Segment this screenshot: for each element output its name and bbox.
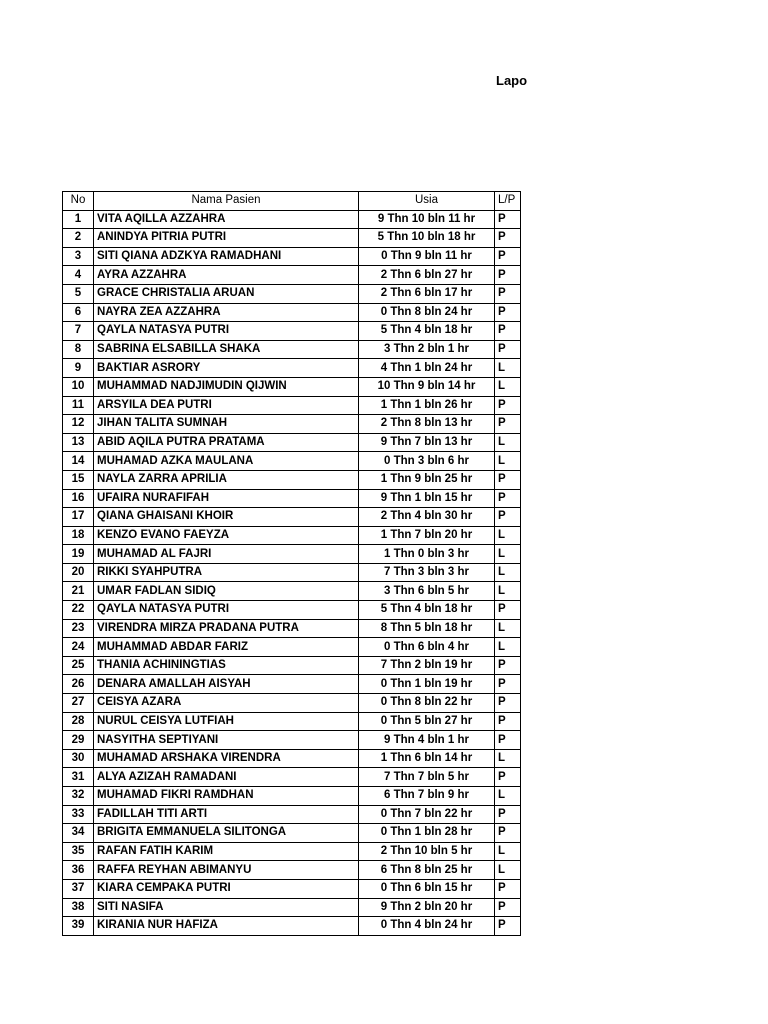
sex-cell: L bbox=[495, 526, 521, 545]
row-number: 8 bbox=[63, 340, 94, 359]
table-row bbox=[63, 340, 521, 359]
row-number: 33 bbox=[63, 805, 94, 824]
row-number: 35 bbox=[63, 842, 94, 861]
age-cell: 1 Thn 0 bln 3 hr bbox=[359, 545, 495, 564]
header-age: Usia bbox=[359, 192, 495, 211]
patient-name-cell: AYRA AZZAHRA bbox=[94, 266, 359, 285]
sex-cell: L bbox=[495, 433, 521, 452]
patient-name-cell: DENARA AMALLAH AISYAH bbox=[94, 675, 359, 694]
patient-name-cell: NASYITHA SEPTIYANI bbox=[94, 731, 359, 750]
sex-cell: L bbox=[495, 638, 521, 657]
age-cell: 0 Thn 1 bln 28 hr bbox=[359, 824, 495, 843]
table-row bbox=[63, 303, 521, 322]
table-row bbox=[63, 805, 521, 824]
age-cell: 9 Thn 2 bln 20 hr bbox=[359, 898, 495, 917]
patient-name-cell: KIARA CEMPAKA PUTRI bbox=[94, 879, 359, 898]
sex-cell: P bbox=[495, 210, 521, 229]
row-number: 2 bbox=[63, 229, 94, 248]
patient-name-cell: FADILLAH TITI ARTI bbox=[94, 805, 359, 824]
age-cell: 9 Thn 7 bln 13 hr bbox=[359, 433, 495, 452]
age-cell: 3 Thn 6 bln 5 hr bbox=[359, 582, 495, 601]
age-cell: 7 Thn 2 bln 19 hr bbox=[359, 656, 495, 675]
sex-cell: P bbox=[495, 601, 521, 620]
age-cell: 0 Thn 6 bln 4 hr bbox=[359, 638, 495, 657]
table-row bbox=[63, 545, 521, 564]
row-number: 11 bbox=[63, 396, 94, 415]
table-row bbox=[63, 526, 521, 545]
table-row bbox=[63, 861, 521, 880]
patient-name-cell: RAFAN FATIH KARIM bbox=[94, 842, 359, 861]
table-row bbox=[63, 210, 521, 229]
table-row bbox=[63, 638, 521, 657]
table-row bbox=[63, 470, 521, 489]
row-number: 1 bbox=[63, 210, 94, 229]
patient-name-cell: UFAIRA NURAFIFAH bbox=[94, 489, 359, 508]
patient-name-cell: ARSYILA DEA PUTRI bbox=[94, 396, 359, 415]
report-title: Lapo bbox=[496, 73, 528, 88]
row-number: 9 bbox=[63, 359, 94, 378]
table-row bbox=[63, 229, 521, 248]
patient-name-cell: NAYLA ZARRA APRILIA bbox=[94, 470, 359, 489]
patient-name-cell: NURUL CEISYA LUTFIAH bbox=[94, 712, 359, 731]
patient-name-cell: RIKKI SYAHPUTRA bbox=[94, 563, 359, 582]
age-cell: 1 Thn 6 bln 14 hr bbox=[359, 749, 495, 768]
table-row bbox=[63, 898, 521, 917]
patient-name-cell: JIHAN TALITA SUMNAH bbox=[94, 415, 359, 434]
age-cell: 3 Thn 2 bln 1 hr bbox=[359, 340, 495, 359]
patient-name-cell: QAYLA NATASYA PUTRI bbox=[94, 322, 359, 341]
sex-cell: L bbox=[495, 582, 521, 601]
sex-cell: P bbox=[495, 247, 521, 266]
table-row bbox=[63, 563, 521, 582]
sex-cell: P bbox=[495, 284, 521, 303]
patient-name-cell: KENZO EVANO FAEYZA bbox=[94, 526, 359, 545]
patient-name-cell: SITI QIANA ADZKYA RAMADHANI bbox=[94, 247, 359, 266]
row-number: 6 bbox=[63, 303, 94, 322]
sex-cell: L bbox=[495, 842, 521, 861]
table-row bbox=[63, 247, 521, 266]
header-patient-name: Nama Pasien bbox=[94, 192, 359, 211]
age-cell: 2 Thn 8 bln 13 hr bbox=[359, 415, 495, 434]
row-number: 13 bbox=[63, 433, 94, 452]
row-number: 21 bbox=[63, 582, 94, 601]
patient-name-cell: SITI NASIFA bbox=[94, 898, 359, 917]
patient-table bbox=[62, 191, 521, 936]
row-number: 38 bbox=[63, 898, 94, 917]
sex-cell: P bbox=[495, 303, 521, 322]
patient-name-cell: UMAR FADLAN SIDIQ bbox=[94, 582, 359, 601]
row-number: 19 bbox=[63, 545, 94, 564]
age-cell: 2 Thn 6 bln 27 hr bbox=[359, 266, 495, 285]
row-number: 32 bbox=[63, 787, 94, 806]
table-row bbox=[63, 452, 521, 471]
row-number: 10 bbox=[63, 377, 94, 396]
sex-cell: P bbox=[495, 898, 521, 917]
row-number: 39 bbox=[63, 917, 94, 936]
patient-name-cell: RAFFA REYHAN ABIMANYU bbox=[94, 861, 359, 880]
patient-name-cell: ABID AQILA PUTRA PRATAMA bbox=[94, 433, 359, 452]
table-row bbox=[63, 359, 521, 378]
patient-name-cell: MUHAMMAD NADJIMUDIN QIJWIN bbox=[94, 377, 359, 396]
sex-cell: L bbox=[495, 861, 521, 880]
patient-name-cell: MUHAMAD AL FAJRI bbox=[94, 545, 359, 564]
age-cell: 1 Thn 9 bln 25 hr bbox=[359, 470, 495, 489]
age-cell: 0 Thn 8 bln 22 hr bbox=[359, 694, 495, 713]
sex-cell: P bbox=[495, 322, 521, 341]
sex-cell: L bbox=[495, 787, 521, 806]
table-row bbox=[63, 712, 521, 731]
age-cell: 6 Thn 8 bln 25 hr bbox=[359, 861, 495, 880]
row-number: 29 bbox=[63, 731, 94, 750]
sex-cell: P bbox=[495, 712, 521, 731]
row-number: 27 bbox=[63, 694, 94, 713]
sex-cell: P bbox=[495, 656, 521, 675]
sex-cell: P bbox=[495, 396, 521, 415]
sex-cell: P bbox=[495, 879, 521, 898]
sex-cell: P bbox=[495, 415, 521, 434]
row-number: 20 bbox=[63, 563, 94, 582]
sex-cell: P bbox=[495, 694, 521, 713]
row-number: 12 bbox=[63, 415, 94, 434]
age-cell: 0 Thn 7 bln 22 hr bbox=[359, 805, 495, 824]
sex-cell: L bbox=[495, 563, 521, 582]
row-number: 16 bbox=[63, 489, 94, 508]
row-number: 17 bbox=[63, 508, 94, 527]
table-row bbox=[63, 749, 521, 768]
sex-cell: P bbox=[495, 229, 521, 248]
row-number: 18 bbox=[63, 526, 94, 545]
age-cell: 4 Thn 1 bln 24 hr bbox=[359, 359, 495, 378]
patient-name-cell: THANIA ACHININGTIAS bbox=[94, 656, 359, 675]
patient-name-cell: BAKTIAR ASRORY bbox=[94, 359, 359, 378]
sex-cell: L bbox=[495, 377, 521, 396]
sex-cell: P bbox=[495, 805, 521, 824]
age-cell: 0 Thn 1 bln 19 hr bbox=[359, 675, 495, 694]
table-row bbox=[63, 675, 521, 694]
sex-cell: L bbox=[495, 619, 521, 638]
age-cell: 0 Thn 3 bln 6 hr bbox=[359, 452, 495, 471]
table-row bbox=[63, 433, 521, 452]
age-cell: 0 Thn 8 bln 24 hr bbox=[359, 303, 495, 322]
sex-cell: P bbox=[495, 768, 521, 787]
sex-cell: P bbox=[495, 675, 521, 694]
sex-cell: L bbox=[495, 545, 521, 564]
row-number: 31 bbox=[63, 768, 94, 787]
table-row bbox=[63, 377, 521, 396]
patient-name-cell: BRIGITA EMMANUELA SILITONGA bbox=[94, 824, 359, 843]
sex-cell: L bbox=[495, 749, 521, 768]
table-row bbox=[63, 396, 521, 415]
row-number: 24 bbox=[63, 638, 94, 657]
table-row bbox=[63, 415, 521, 434]
age-cell: 9 Thn 10 bln 11 hr bbox=[359, 210, 495, 229]
row-number: 15 bbox=[63, 470, 94, 489]
sex-cell: P bbox=[495, 340, 521, 359]
patient-name-cell: QAYLA NATASYA PUTRI bbox=[94, 601, 359, 620]
age-cell: 6 Thn 7 bln 9 hr bbox=[359, 787, 495, 806]
row-number: 30 bbox=[63, 749, 94, 768]
age-cell: 0 Thn 4 bln 24 hr bbox=[359, 917, 495, 936]
sex-cell: P bbox=[495, 266, 521, 285]
sex-cell: P bbox=[495, 508, 521, 527]
age-cell: 5 Thn 10 bln 18 hr bbox=[359, 229, 495, 248]
row-number: 23 bbox=[63, 619, 94, 638]
row-number: 28 bbox=[63, 712, 94, 731]
row-number: 7 bbox=[63, 322, 94, 341]
patient-name-cell: NAYRA ZEA AZZAHRA bbox=[94, 303, 359, 322]
table-row bbox=[63, 322, 521, 341]
header-sex: L/P bbox=[495, 192, 521, 211]
table-row bbox=[63, 879, 521, 898]
sex-cell: L bbox=[495, 359, 521, 378]
sex-cell: P bbox=[495, 489, 521, 508]
row-number: 26 bbox=[63, 675, 94, 694]
table-row bbox=[63, 824, 521, 843]
row-number: 37 bbox=[63, 879, 94, 898]
age-cell: 5 Thn 4 bln 18 hr bbox=[359, 601, 495, 620]
age-cell: 0 Thn 5 bln 27 hr bbox=[359, 712, 495, 731]
age-cell: 2 Thn 10 bln 5 hr bbox=[359, 842, 495, 861]
patient-name-cell: MUHAMAD FIKRI RAMDHAN bbox=[94, 787, 359, 806]
table-row bbox=[63, 656, 521, 675]
age-cell: 7 Thn 3 bln 3 hr bbox=[359, 563, 495, 582]
patient-name-cell: ALYA AZIZAH RAMADANI bbox=[94, 768, 359, 787]
row-number: 34 bbox=[63, 824, 94, 843]
age-cell: 7 Thn 7 bln 5 hr bbox=[359, 768, 495, 787]
age-cell: 0 Thn 6 bln 15 hr bbox=[359, 879, 495, 898]
patient-name-cell: MUHAMAD AZKA MAULANA bbox=[94, 452, 359, 471]
row-number: 14 bbox=[63, 452, 94, 471]
age-cell: 10 Thn 9 bln 14 hr bbox=[359, 377, 495, 396]
table-row bbox=[63, 489, 521, 508]
patient-name-cell: KIRANIA NUR HAFIZA bbox=[94, 917, 359, 936]
patient-name-cell: SABRINA ELSABILLA SHAKA bbox=[94, 340, 359, 359]
patient-name-cell: MUHAMAD ARSHAKA VIRENDRA bbox=[94, 749, 359, 768]
patient-name-cell: QIANA GHAISANI KHOIR bbox=[94, 508, 359, 527]
patient-name-cell: ANINDYA PITRIA PUTRI bbox=[94, 229, 359, 248]
row-number: 25 bbox=[63, 656, 94, 675]
age-cell: 9 Thn 4 bln 1 hr bbox=[359, 731, 495, 750]
sex-cell: P bbox=[495, 917, 521, 936]
patient-name-cell: GRACE CHRISTALIA ARUAN bbox=[94, 284, 359, 303]
age-cell: 8 Thn 5 bln 18 hr bbox=[359, 619, 495, 638]
sex-cell: L bbox=[495, 452, 521, 471]
sex-cell: P bbox=[495, 731, 521, 750]
patient-name-cell: CEISYA AZARA bbox=[94, 694, 359, 713]
table-row bbox=[63, 917, 521, 936]
table-row bbox=[63, 582, 521, 601]
sex-cell: P bbox=[495, 470, 521, 489]
patient-name-cell: VIRENDRA MIRZA PRADANA PUTRA bbox=[94, 619, 359, 638]
row-number: 5 bbox=[63, 284, 94, 303]
table-row bbox=[63, 694, 521, 713]
row-number: 36 bbox=[63, 861, 94, 880]
table-row bbox=[63, 731, 521, 750]
table-row bbox=[63, 266, 521, 285]
table-row bbox=[63, 619, 521, 638]
age-cell: 1 Thn 1 bln 26 hr bbox=[359, 396, 495, 415]
table-row bbox=[63, 508, 521, 527]
table-row bbox=[63, 284, 521, 303]
age-cell: 9 Thn 1 bln 15 hr bbox=[359, 489, 495, 508]
header-no: No bbox=[63, 192, 94, 211]
row-number: 3 bbox=[63, 247, 94, 266]
age-cell: 1 Thn 7 bln 20 hr bbox=[359, 526, 495, 545]
sex-cell: P bbox=[495, 824, 521, 843]
table-body bbox=[63, 210, 521, 935]
table-row bbox=[63, 768, 521, 787]
age-cell: 2 Thn 6 bln 17 hr bbox=[359, 284, 495, 303]
age-cell: 5 Thn 4 bln 18 hr bbox=[359, 322, 495, 341]
age-cell: 2 Thn 4 bln 30 hr bbox=[359, 508, 495, 527]
patient-name-cell: MUHAMMAD ABDAR FARIZ bbox=[94, 638, 359, 657]
table-row bbox=[63, 787, 521, 806]
patient-name-cell: VITA AQILLA AZZAHRA bbox=[94, 210, 359, 229]
table-row bbox=[63, 601, 521, 620]
row-number: 4 bbox=[63, 266, 94, 285]
table-header-row bbox=[63, 192, 521, 211]
row-number: 22 bbox=[63, 601, 94, 620]
table-row bbox=[63, 842, 521, 861]
age-cell: 0 Thn 9 bln 11 hr bbox=[359, 247, 495, 266]
